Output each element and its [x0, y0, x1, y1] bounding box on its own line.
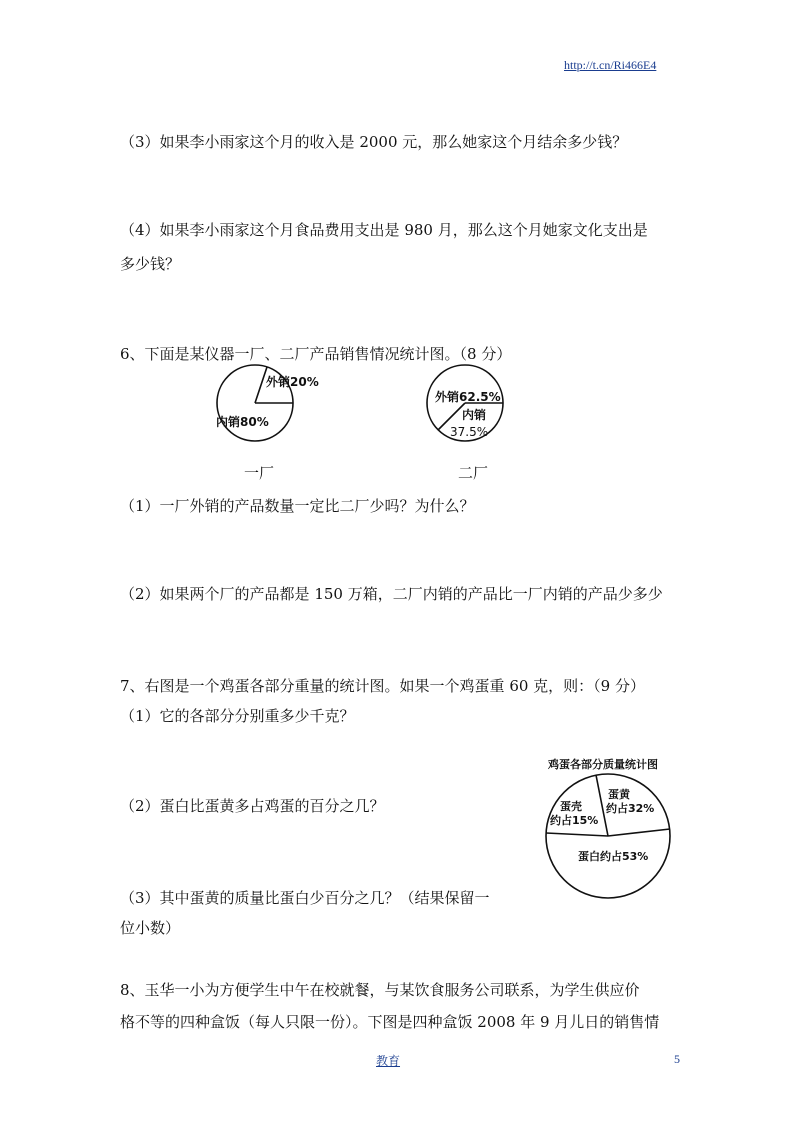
- egg-shell-label-b: 约占15%: [550, 814, 599, 827]
- page-number: 5: [674, 1052, 680, 1066]
- factory1-export-label: 外销20%: [266, 375, 319, 389]
- q5-part3: （3）如果李小雨家这个月的收入是 2000 元，那么她家这个月结余多少钱？: [120, 133, 628, 151]
- factory2-export-label: 外销62.5%: [435, 390, 501, 404]
- factory1-pie-chart: [200, 360, 340, 450]
- factory2-domestic-label-a: 内销: [462, 408, 487, 422]
- q8-line1: 8、玉华一小为方便学生中午在校就餐，与某饮食服务公司联系，为学生供应价: [120, 981, 640, 999]
- factory2-domestic-label-b: 37.5%: [450, 425, 489, 439]
- q7-title: 7、右图是一个鸡蛋各部分重量的统计图。如果一个鸡蛋重 60 克，则：（9 分）: [120, 677, 645, 695]
- egg-yolk-label-b: 约占32%: [606, 802, 655, 815]
- footer-link[interactable]: 教育: [376, 1054, 401, 1068]
- q6-title: 6、下面是某仪器一厂、二厂产品销售情况统计图。（8 分）: [120, 345, 512, 363]
- factory2-pie-chart: [410, 360, 530, 450]
- factory1-domestic-label: 内销80%: [216, 415, 269, 429]
- q7-part1: （1）它的各部分分别重多少千克？: [120, 707, 355, 725]
- egg-white-label: 蛋白约占53%: [578, 850, 649, 863]
- q6-part1: （1）一厂外销的产品数量一定比二厂少吗？为什么？: [120, 497, 475, 515]
- q7-part2: （2）蛋白比蛋黄多占鸡蛋的百分之几？: [120, 797, 385, 815]
- egg-yolk-label-a: 蛋黄: [608, 788, 630, 801]
- q7-part3-line2: 位小数）: [120, 919, 181, 937]
- q8-line2: 格不等的四种盒饭（每人只限一份）。下图是四种盒饭 2008 年 9 月儿日的销售情: [120, 1013, 660, 1031]
- q5-part4-line2: 多少钱？: [120, 255, 181, 273]
- q7-part3-line1: （3）其中蛋黄的质量比蛋白少百分之几？（结果保留一: [120, 889, 490, 907]
- factory2-label: 二厂: [458, 464, 489, 482]
- q6-part2: （2）如果两个厂的产品都是 150 万箱，二厂内销的产品比一厂内销的产品少多少: [120, 585, 663, 603]
- egg-chart-title: 鸡蛋各部分质量统计图: [548, 758, 658, 771]
- header-url-link[interactable]: http://t.cn/Ri466E4: [564, 58, 657, 72]
- q5-part4-line1: （4）如果李小雨家这个月食品费用支出是 980 月，那么这个月她家文化支出是: [120, 221, 648, 239]
- egg-shell-label-a: 蛋壳: [560, 800, 582, 813]
- egg-composition-pie-chart: [540, 752, 710, 902]
- factory1-label: 一厂: [244, 464, 275, 482]
